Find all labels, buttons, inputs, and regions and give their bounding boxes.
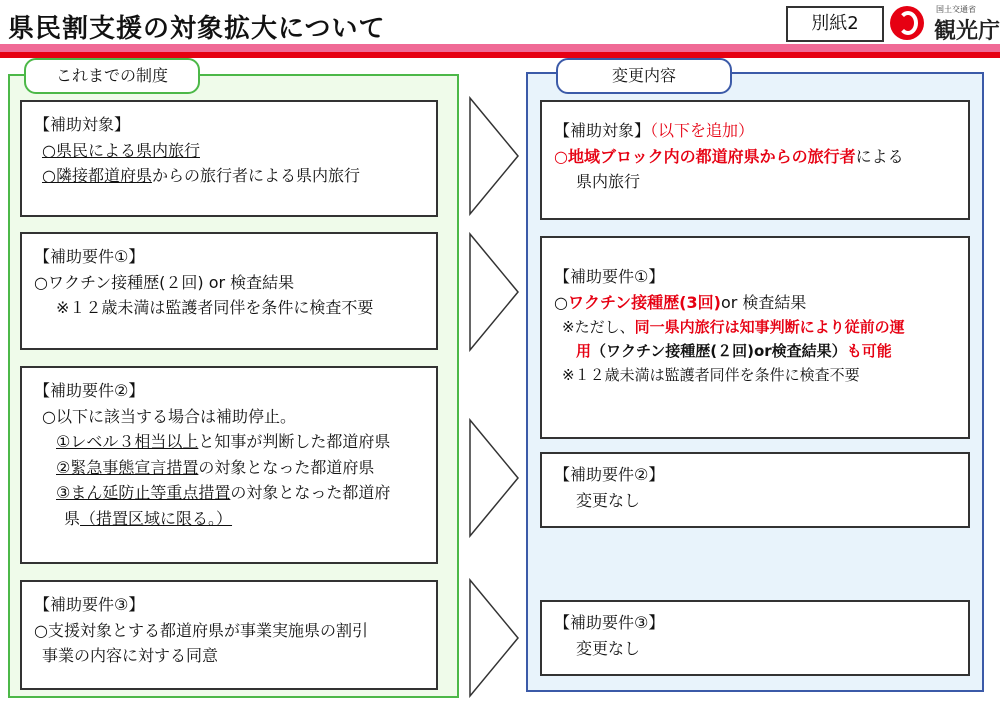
arrow-right-icon: [468, 96, 522, 216]
list-item: ○ワクチン接種歴(3回)or 検査結果: [554, 292, 807, 312]
list-item: 変更なし: [576, 638, 641, 658]
header-divider-pink: [0, 44, 1000, 52]
note: ※１２歳未満は監護者同伴を条件に検査不要: [562, 366, 860, 385]
right-requirement2-box: [540, 452, 970, 528]
left-requirement1-box: [20, 232, 438, 350]
list-item: ○隣接都道府県からの旅行者による県内旅行: [42, 166, 360, 186]
list-item: ③まん延防止等重点措置の対象となった都道府: [56, 483, 391, 503]
page-title: 県民割支援の対象拡大について: [8, 14, 386, 44]
list-item: ○地域ブロック内の都道府県からの旅行者による: [554, 146, 904, 166]
box-heading: 【補助要件③】: [34, 595, 145, 614]
logo-agency-label: 観光庁: [934, 19, 1000, 44]
previous-system-tab: これまでの制度: [24, 58, 200, 94]
logo-ministry-label: 国土交通省: [936, 5, 976, 14]
note: ※ただし、同一県内旅行は知事判断により従前の運: [562, 318, 905, 337]
list-item: ○県民による県内旅行: [42, 140, 200, 160]
left-requirement2-box: [20, 366, 438, 564]
arrow-right-icon: [468, 418, 522, 538]
list-item: 県（措置区域に限る。）: [64, 508, 233, 528]
left-requirement3-box: [20, 580, 438, 690]
box-heading: 【補助要件①】: [554, 267, 665, 286]
list-item: ①レベル３相当以上と知事が判断した都道府県: [56, 432, 391, 452]
box-heading: 【補助対象】（以下を追加）: [554, 121, 755, 140]
box-heading: 【補助要件③】: [554, 613, 665, 632]
tourism-agency-logo-icon: [890, 6, 924, 40]
list-item: 変更なし: [576, 490, 641, 510]
list-item: ○支援対象とする都道府県が事業実施県の割引: [34, 620, 368, 640]
right-requirement1-box: [540, 236, 970, 439]
list-item: ○ワクチン接種歴(２回) or 検査結果: [34, 272, 295, 292]
note: 用（ワクチン接種歴(２回)or検査結果）も可能: [576, 342, 892, 361]
list-item: 事業の内容に対する同意: [42, 646, 219, 666]
right-subsidy-target-box: [540, 100, 970, 220]
list-item: 県内旅行: [576, 172, 641, 192]
box-heading: 【補助要件②】: [554, 465, 665, 484]
note: ※１２歳未満は監護者同伴を条件に検査不要: [56, 298, 374, 318]
left-subsidy-target-box: [20, 100, 438, 217]
box-heading: 【補助要件②】: [34, 381, 145, 400]
right-requirement3-box: [540, 600, 970, 676]
list-item: ○以下に該当する場合は補助停止。: [42, 406, 296, 426]
attachment-badge: 別紙2: [786, 6, 884, 42]
box-heading: 【補助要件①】: [34, 247, 145, 266]
changes-tab: 変更内容: [556, 58, 732, 94]
box-heading: 【補助対象】: [34, 115, 131, 134]
list-item: ②緊急事態宣言措置の対象となった都道府県: [56, 457, 375, 477]
arrow-right-icon: [468, 232, 522, 352]
arrow-right-icon: [468, 578, 522, 698]
